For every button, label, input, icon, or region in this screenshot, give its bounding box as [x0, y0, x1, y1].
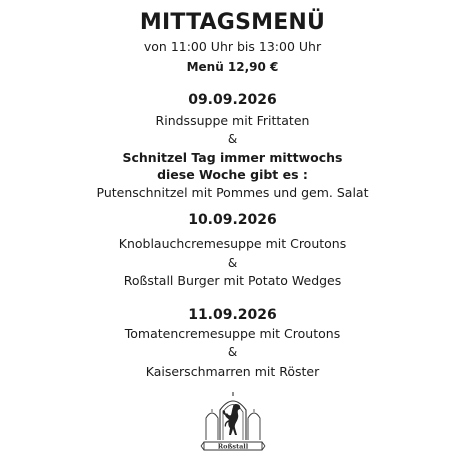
day-3-soup: Tomatencremesuppe mit Croutons: [124, 326, 341, 341]
day-2-main: Roßstall Burger mit Potato Wedges: [123, 273, 342, 288]
day-1-special-line1: Schnitzel Tag immer mittwochs: [122, 150, 343, 165]
day-3-date: 11.09.2026: [188, 307, 277, 323]
day-2-date: 10.09.2026: [188, 212, 277, 228]
day-1-ampersand: &: [227, 132, 238, 146]
day-1-date: 09.09.2026: [188, 92, 277, 108]
day-2-soup: Knoblauchcremesuppe mit Croutons: [118, 236, 347, 251]
rosstall-logo: [198, 388, 268, 456]
menu-title: MITTAGSMENÜ: [139, 10, 326, 35]
day-3-main: Kaiserschmarren mit Röster: [145, 364, 320, 379]
day-1-main: Putenschnitzel mit Pommes und gem. Salat: [96, 185, 369, 200]
menu-price: Menü 12,90 €: [186, 60, 279, 74]
day-1-soup: Rindssuppe mit Frittaten: [155, 113, 310, 128]
logo-text: Roßstall: [217, 442, 249, 451]
opening-hours: von 11:00 Uhr bis 13:00 Uhr: [143, 39, 322, 54]
day-2-ampersand: &: [227, 256, 238, 270]
day-1-special-line2: diese Woche gibt es :: [157, 167, 308, 182]
day-3-ampersand: &: [227, 345, 238, 359]
